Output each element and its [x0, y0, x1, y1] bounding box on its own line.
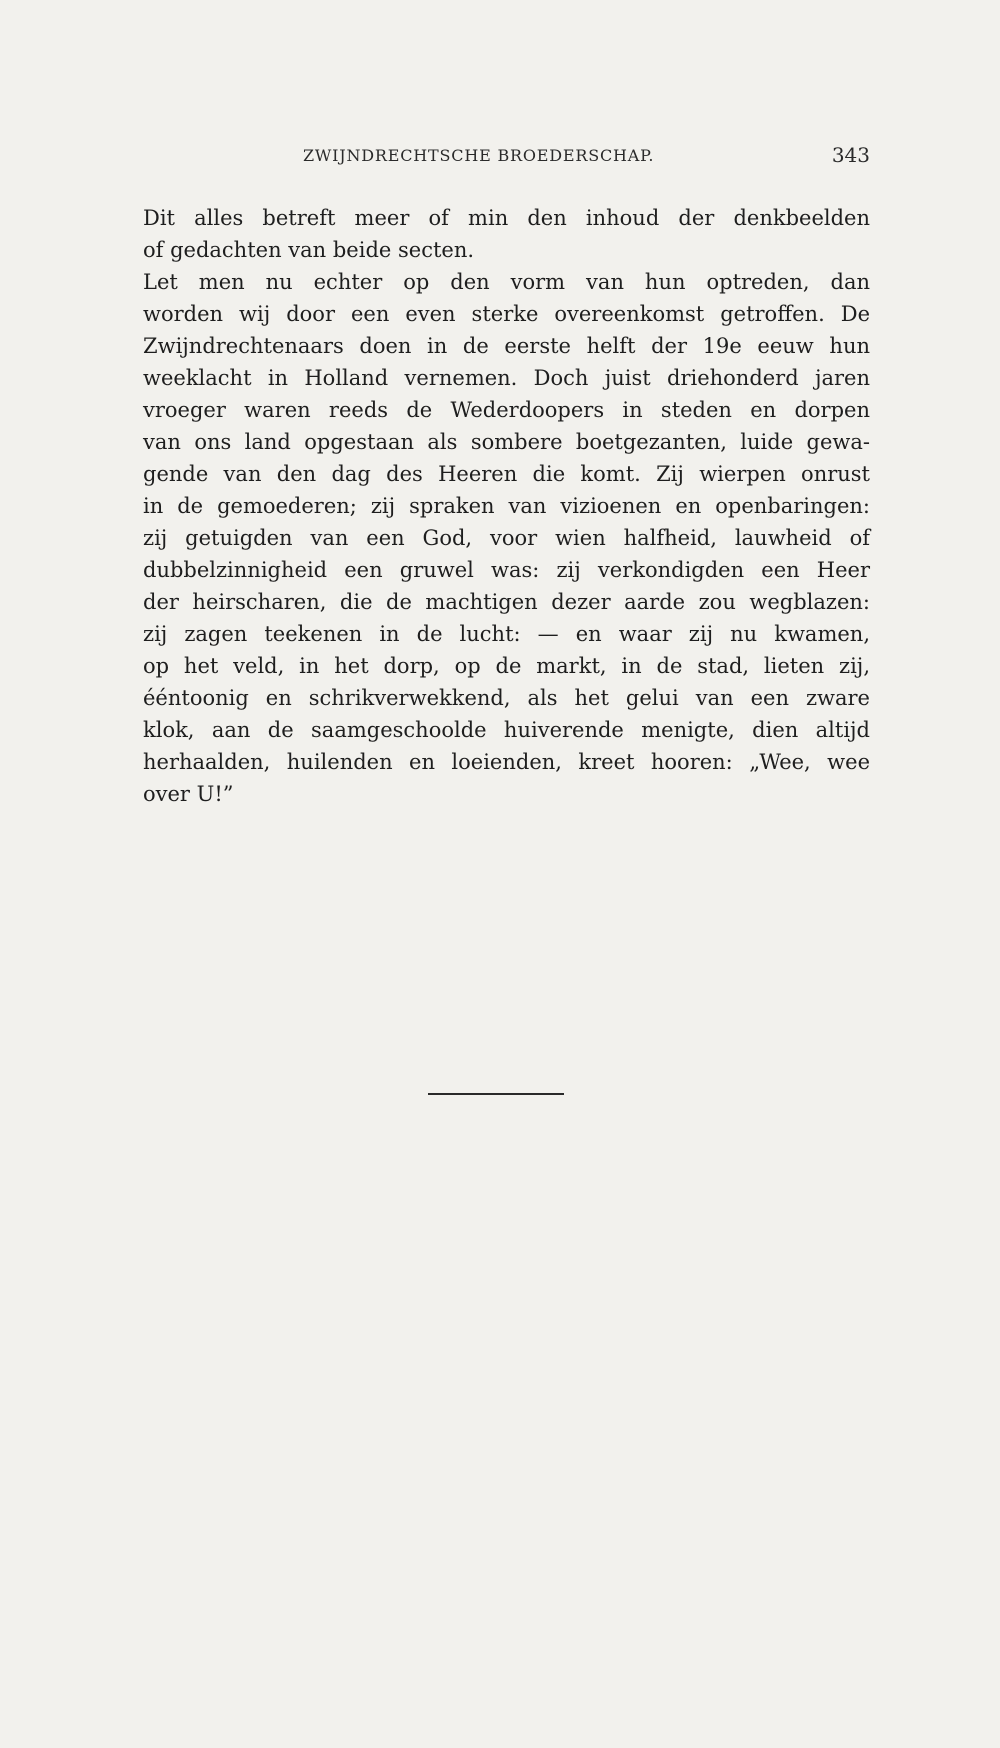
text-line: Dit alles betreft meer of min den inhoud der denkbeelden	[143, 206, 870, 230]
text-line: gende van den dag des Heeren die komt. Zij wierpen onrust	[143, 462, 870, 486]
text-line: vroeger waren reeds de Wederdoopers in steden en dorpen	[143, 398, 870, 422]
body-text	[143, 202, 870, 810]
text-line: zij getuigden van een God, voor wien halfheid, lauwheid of	[143, 526, 870, 550]
running-head	[143, 143, 870, 176]
running-title: ZWIJNDRECHTSCHE BROEDERSCHAP.	[303, 146, 655, 165]
text-line: op het veld, in het dorp, op de markt, in de stad, lieten zij,	[143, 654, 870, 678]
text-line: in de gemoederen; zij spraken van vizioenen en openbaringen:	[143, 494, 870, 518]
text-line: weeklacht in Holland vernemen. Doch juist driehonderd jaren	[143, 366, 870, 390]
text-line: der heirscharen, die de machtigen dezer aarde zou wegblazen:	[143, 590, 870, 614]
page-number: 343	[831, 143, 870, 167]
text-line: herhaalden, huilenden en loeienden, kreet hooren: „Wee, wee	[143, 750, 870, 774]
text-line: ééntoonig en schrikverwekkend, als het gelui van een zware	[143, 686, 870, 710]
text-line: over U!”	[143, 782, 234, 806]
text-line: Zwijndrechtenaars doen in de eerste helft der 19e eeuw hun	[143, 334, 870, 358]
text-line: van ons land opgestaan als sombere boetgezanten, luide gewa-	[143, 430, 870, 454]
section-divider	[428, 1093, 564, 1095]
text-line: klok, aan de saamgeschoolde huiverende menigte, dien altijd	[143, 718, 870, 742]
text-line: of gedachten van beide secten.	[143, 238, 475, 262]
text-line: zij zagen teekenen in de lucht: — en waar zij nu kwamen,	[143, 622, 870, 646]
text-line: Let men nu echter op den vorm van hun optreden, dan	[143, 270, 870, 294]
text-line: worden wij door een even sterke overeenkomst getroffen. De	[143, 302, 870, 326]
text-line: dubbelzinnigheid een gruwel was: zij verkondigden een Heer	[143, 558, 870, 582]
